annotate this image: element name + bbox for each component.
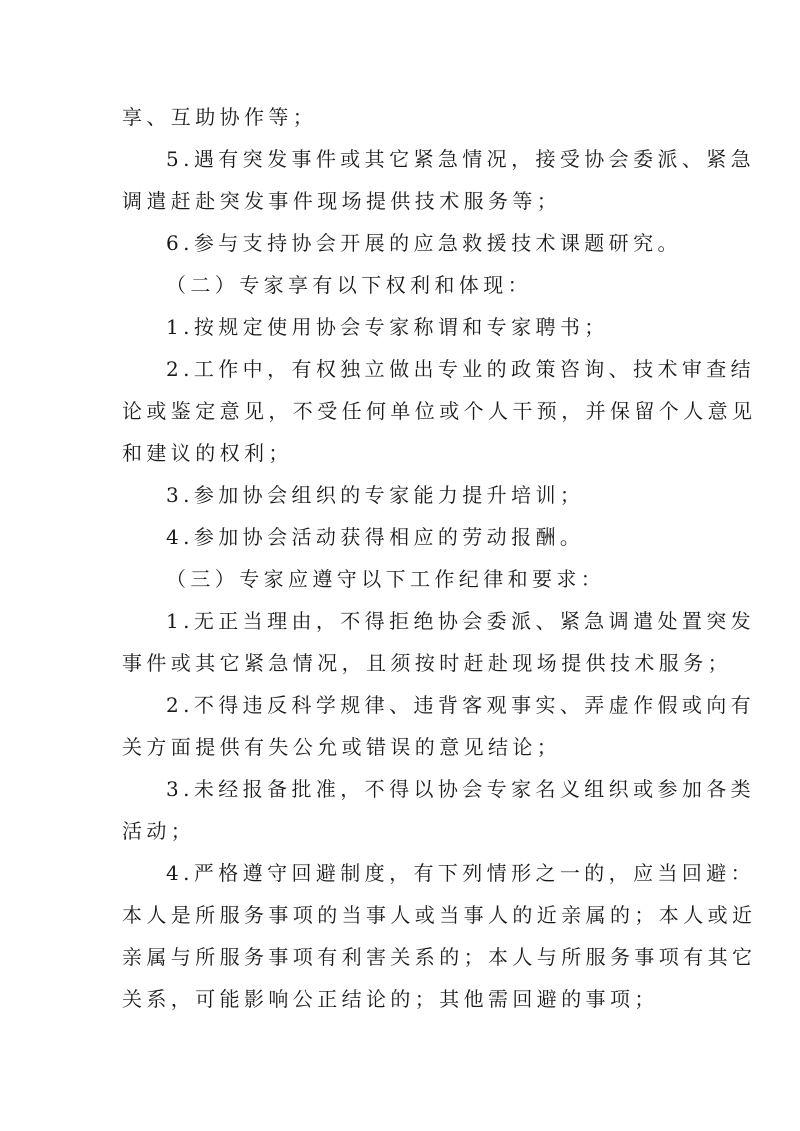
- list-item-2-line: 2.不得违反科学规律、违背客观事实、弄虚作假或向有: [166, 693, 756, 717]
- list-item-1-line: 1.按规定使用协会专家称谓和专家聘书；: [166, 315, 609, 339]
- section-heading-2: （二）专家享有以下权利和体现：: [166, 273, 532, 297]
- paragraph-line: 享、互助协作等；: [122, 105, 318, 129]
- body-text: [122, 96, 757, 1020]
- paragraph-line: 论或鉴定意见，不受任何单位或个人干预，并保留个人意见: [122, 399, 757, 423]
- list-item-6-line: 6.参与支持协会开展的应急救援技术课题研究。: [166, 231, 682, 255]
- paragraph-line: 关系，可能影响公正结论的；其他需回避的事项；: [122, 987, 659, 1011]
- list-item-3-line: 3.参加协会组织的专家能力提升培训；: [166, 483, 585, 507]
- paragraph-line: 调遣赶赴突发事件现场提供技术服务等；: [122, 189, 562, 213]
- section-heading-3: （三）专家应遵守以下工作纪律和要求：: [166, 567, 606, 591]
- paragraph-line: 活动；: [122, 819, 196, 843]
- list-item-2-line: 2.工作中，有权独立做出专业的政策咨询、技术审查结: [166, 357, 756, 381]
- paragraph-line: 和建议的权利；: [122, 441, 293, 465]
- paragraph-line: 本人是所服务事项的当事人或当事人的近亲属的；本人或近: [122, 903, 757, 927]
- list-item-4-line: 4.参加协会活动获得相应的劳动报酬。: [166, 525, 585, 549]
- list-item-1-line: 1.无正当理由，不得拒绝协会委派、紧急调遣处置突发: [166, 609, 756, 633]
- list-item-4-line: 4.严格遵守回避制度，有下列情形之一的，应当回避：: [166, 861, 756, 885]
- paragraph-line: 亲属与所服务事项有利害关系的；本人与所服务事项有其它: [122, 945, 757, 969]
- list-item-5-line: 5.遇有突发事件或其它紧急情况，接受协会委派、紧急: [166, 147, 756, 171]
- paragraph-line: 关方面提供有失公允或错误的意见结论；: [122, 735, 562, 759]
- paragraph-line: 事件或其它紧急情况，且须按时赶赴现场提供技术服务；: [122, 651, 732, 675]
- list-item-3-line: 3.未经报备批准，不得以协会专家名义组织或参加各类: [166, 777, 756, 801]
